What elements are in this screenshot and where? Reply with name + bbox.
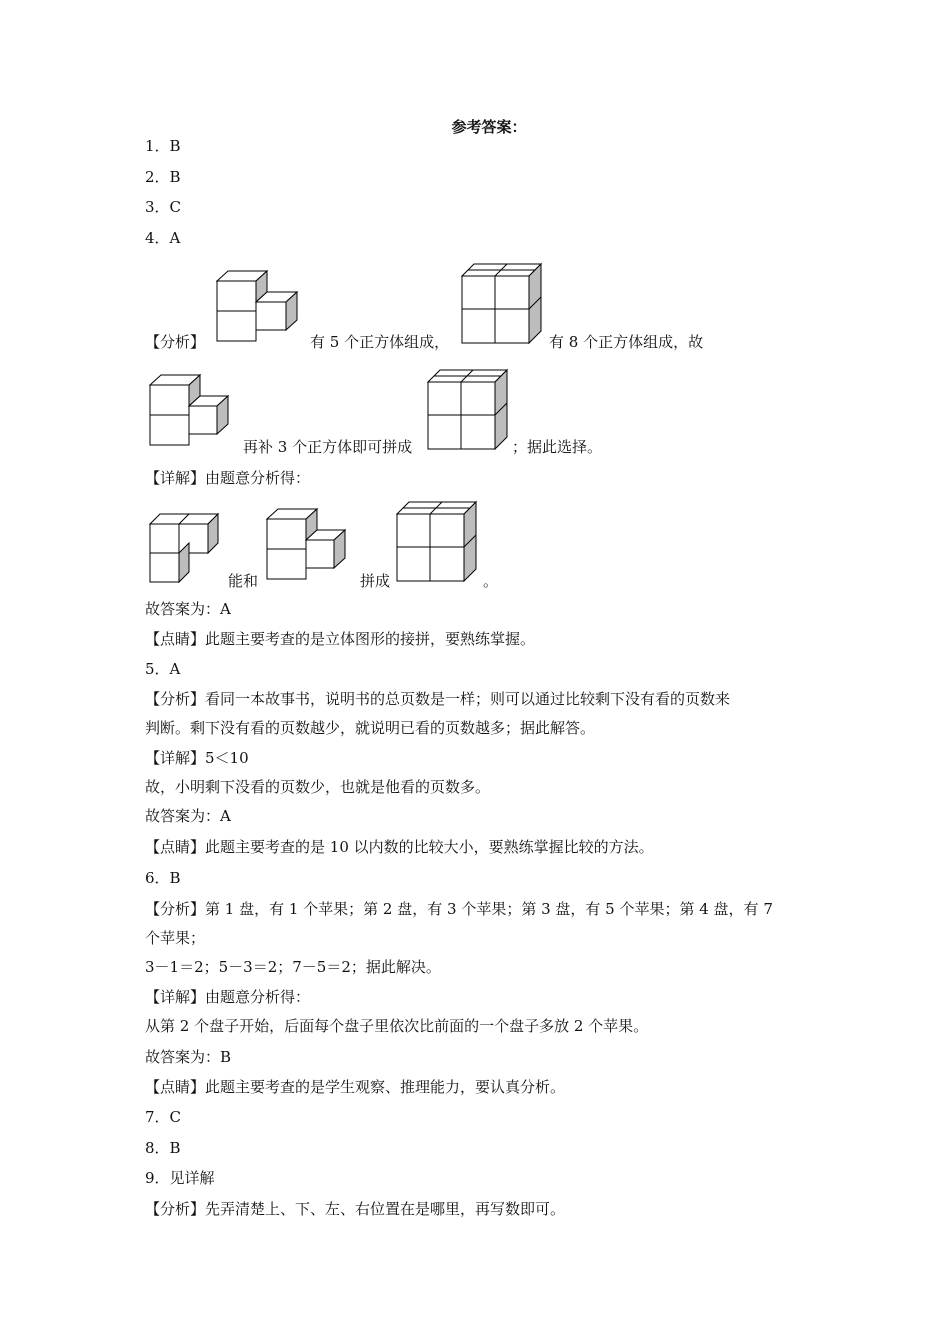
q4-detail-end: 。 — [483, 572, 499, 590]
answer-9: 9．见详解 — [145, 1169, 215, 1187]
cube-figure-eight-cubes — [462, 264, 544, 344]
q5-result: 故答案为：A — [145, 807, 231, 825]
cube-figure-eight-cubes-3 — [397, 502, 479, 582]
q5-analysis-line-2: 判断。剩下没有看的页数越少，就说明已看的页数越多；据此解答。 — [145, 719, 596, 737]
q6-analysis-line-2: 个苹果； — [145, 929, 206, 947]
q4-analysis-text-2: 有 8 个正方体组成，故 — [549, 333, 704, 351]
q6-detail-line-2: 从第 2 个盘子开始，后面每个盘子里依次比前面的一个盘子多放 2 个苹果。 — [145, 1017, 649, 1035]
page-title: 参考答案： — [451, 118, 527, 136]
answer-7: 7．C — [145, 1108, 182, 1126]
answer-1: 1．B — [145, 137, 181, 155]
q5-detail-line-2: 故，小明剩下没看的页数少，也就是他看的页数多。 — [145, 778, 491, 796]
q9-analysis: 【分析】先弄清楚上、下、左、右位置在是哪里，再写数即可。 — [145, 1200, 566, 1218]
cube-figure-five-cubes-detail — [217, 262, 302, 342]
q4-detail-combine: 拼成 — [360, 572, 391, 590]
answer-3: 3．C — [145, 198, 182, 216]
q5-detail: 【详解】5＜10 — [145, 749, 249, 767]
q6-result: 故答案为：B — [145, 1048, 232, 1066]
q6-comment: 【点睛】此题主要考查的是学生观察、推理能力，要认真分析。 — [145, 1078, 566, 1096]
answer-5: 5．A — [145, 660, 181, 678]
answer-2: 2．B — [145, 168, 181, 186]
answer-4: 4．A — [145, 229, 181, 247]
q4-result: 故答案为：A — [145, 600, 231, 618]
q6-analysis-line-3: 3－1＝2；5－3＝2；7－5＝2；据此解决。 — [145, 958, 441, 976]
answer-6: 6．B — [145, 869, 181, 887]
q4-comment: 【点睛】此题主要考查的是立体图形的接拼，要熟练掌握。 — [145, 630, 536, 648]
cube-figure-three-cubes — [150, 514, 222, 584]
q6-detail: 【详解】由题意分析得： — [145, 988, 311, 1006]
answer-8: 8．B — [145, 1139, 181, 1157]
q5-analysis-line-1: 【分析】看同一本故事书，说明书的总页数是一样；则可以通过比较剩下没有看的页数来 — [145, 690, 731, 708]
q4-analysis-tag: 【分析】 — [145, 333, 206, 351]
q4-analysis-text-1: 有 5 个正方体组成， — [310, 333, 450, 351]
q5-comment: 【点睛】此题主要考查的是 10 以内数的比较大小，要熟练掌握比较的方法。 — [145, 838, 654, 856]
q4-analysis-text-4: ；据此选择。 — [512, 438, 603, 456]
cube-figure-five-cubes-2 — [150, 366, 232, 446]
q4-analysis-text-3: 再补 3 个正方体即可拼成 — [243, 438, 413, 456]
q6-analysis-line-1: 【分析】第 1 盘，有 1 个苹果；第 2 盘，有 3 个苹果；第 3 盘，有 5 个苹果；第 4 盘，有 7 — [145, 900, 773, 918]
q4-detail: 【详解】由题意分析得： — [145, 469, 311, 487]
q4-detail-and: 能和 — [228, 572, 259, 590]
cube-figure-five-cubes-3 — [267, 500, 349, 580]
cube-figure-eight-cubes-2 — [428, 370, 510, 450]
